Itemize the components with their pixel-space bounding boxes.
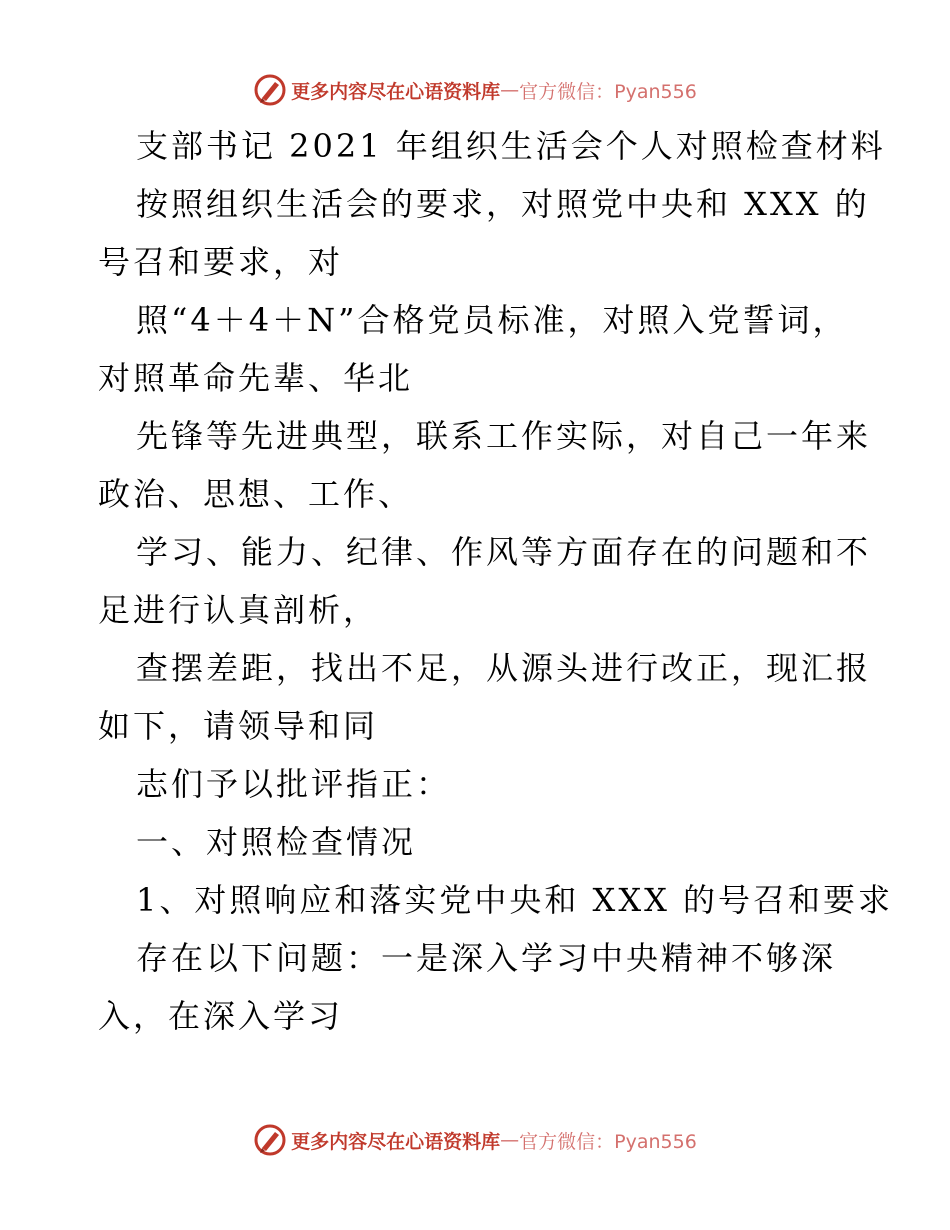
text-line: 号召和要求，对	[98, 243, 344, 281]
watermark-separator: —	[500, 1129, 520, 1151]
text-line: 如下，请领导和同	[98, 707, 379, 745]
watermark-main-text: 更多内容尽在心语资料库	[291, 1130, 501, 1153]
watermark-banner-top	[0, 72, 950, 108]
text-line: 入，在深入学习	[98, 997, 344, 1035]
subsection-heading: 1、对照响应和落实党中央和 XXX 的号召和要求	[136, 881, 894, 919]
text-line: 对照革命先辈、华北	[98, 359, 414, 397]
watermark-contact-text: 官方微信：Pyan556	[519, 80, 697, 103]
pen-logo-icon	[253, 1123, 287, 1157]
text-line: 志们予以批评指正：	[136, 765, 452, 803]
watermark-banner-bottom	[0, 1122, 950, 1158]
text-line: 先锋等先进典型，联系工作实际，对自己一年来	[136, 417, 872, 455]
text-line: 学习、能力、纪律、作风等方面存在的问题和不	[136, 533, 872, 571]
text-line: 足进行认真剖析，	[98, 591, 379, 629]
document-title: 支部书记 2021 年组织生活会个人对照检查材料	[136, 127, 886, 165]
pen-logo-icon	[253, 73, 287, 107]
text-line: 照“4＋4＋N”合格党员标准，对照入党誓词，	[136, 301, 848, 339]
watermark-main-text: 更多内容尽在心语资料库	[291, 80, 501, 103]
watermark-contact-text: 官方微信：Pyan556	[519, 1130, 697, 1153]
text-line: 政治、思想、工作、	[98, 475, 414, 513]
text-line: 查摆差距，找出不足，从源头进行改正，现汇报	[136, 649, 872, 687]
text-line: 存在以下问题：一是深入学习中央精神不够深	[136, 939, 837, 977]
watermark-separator: —	[500, 79, 520, 101]
section-heading: 一、对照检查情况	[136, 823, 417, 861]
text-line: 按照组织生活会的要求，对照党中央和 XXX 的	[136, 185, 870, 223]
